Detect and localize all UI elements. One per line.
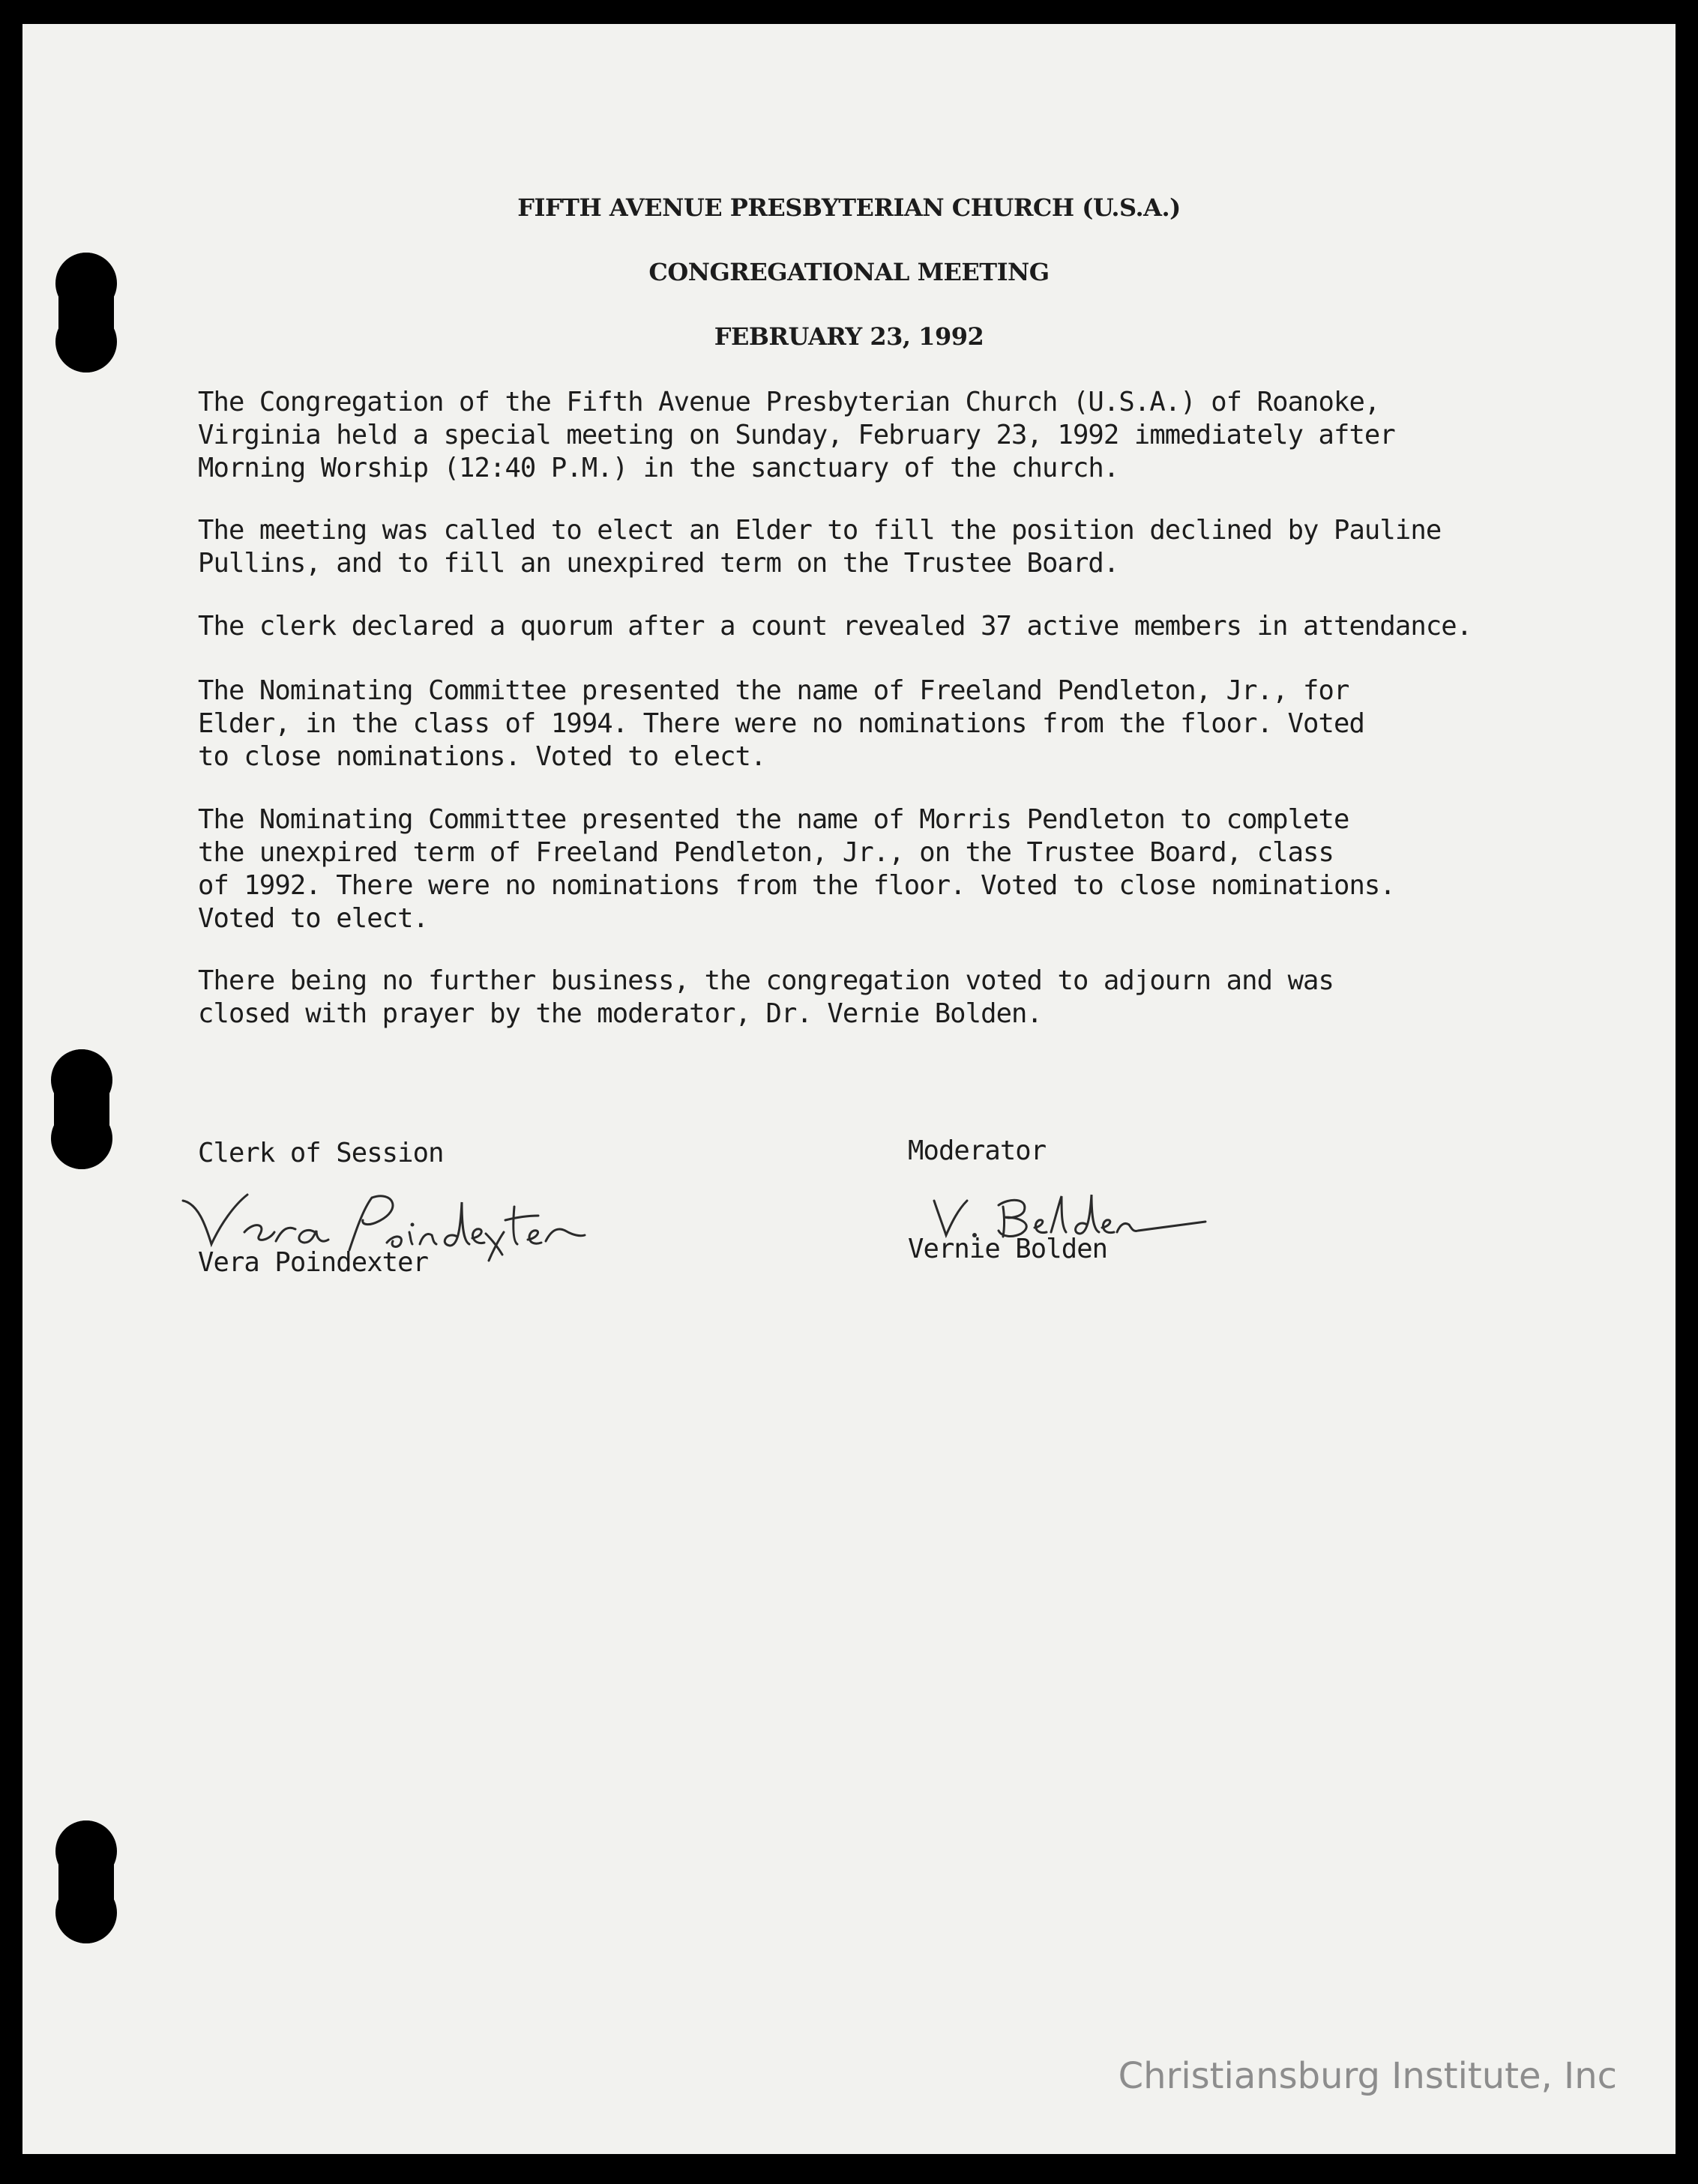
paragraph-adjournment: There being no further business, the congregation voted to adjourn and was closed with prayer by the moderator, Dr. Vernie Bolden. <box>198 965 1334 1029</box>
moderator-title: Moderator <box>908 1135 1047 1166</box>
clerk-name: Vera Poindexter <box>198 1247 429 1278</box>
document-page <box>22 24 1676 2154</box>
paragraph-meeting-purpose: The meeting was called to elect an Elder to fill the position declined by Pauline Pullins, and to fill an unexpired term on the Trustee Board. <box>198 515 1442 579</box>
clerk-title: Clerk of Session <box>198 1138 444 1168</box>
church-name-heading: FIFTH AVENUE PRESBYTERIAN CHURCH (U.S.A.) <box>517 193 1181 222</box>
paragraph-trustee-nomination: The Nominating Committee presented the name of Morris Pendleton to complete the unexpired term of Freeland Pendleton, Jr., on the Trustee Board, class of 1992. There were no nominations from the floor. Voted to close nominations. Voted to elect. <box>198 804 1395 934</box>
paragraph-meeting-details: The Congregation of the Fifth Avenue Presbyterian Church (U.S.A.) of Roanoke, Virginia held a special meeting on Sunday, February 23, 1992 immediately after Morning Worship (12:40 P.M.) in the sanctuary of the church. <box>198 387 1395 483</box>
meeting-title-heading: CONGREGATIONAL MEETING <box>648 258 1050 286</box>
watermark-text: Christiansburg Institute, Inc <box>1118 2055 1617 2097</box>
punch-hole-middle <box>54 1049 109 1169</box>
paragraph-quorum: The clerk declared a quorum after a count revealed 37 active members in attendance. <box>198 611 1472 642</box>
paragraph-elder-nomination: The Nominating Committee presented the name of Freeland Pendleton, Jr., for Elder, in the class of 1994. There were no nominations from the floor. Voted to close nominations. Voted to elect. <box>198 675 1364 772</box>
meeting-date-heading: FEBRUARY 23, 1992 <box>714 322 984 351</box>
punch-hole-bottom <box>58 1820 114 1943</box>
moderator-name: Vernie Bolden <box>908 1234 1108 1264</box>
